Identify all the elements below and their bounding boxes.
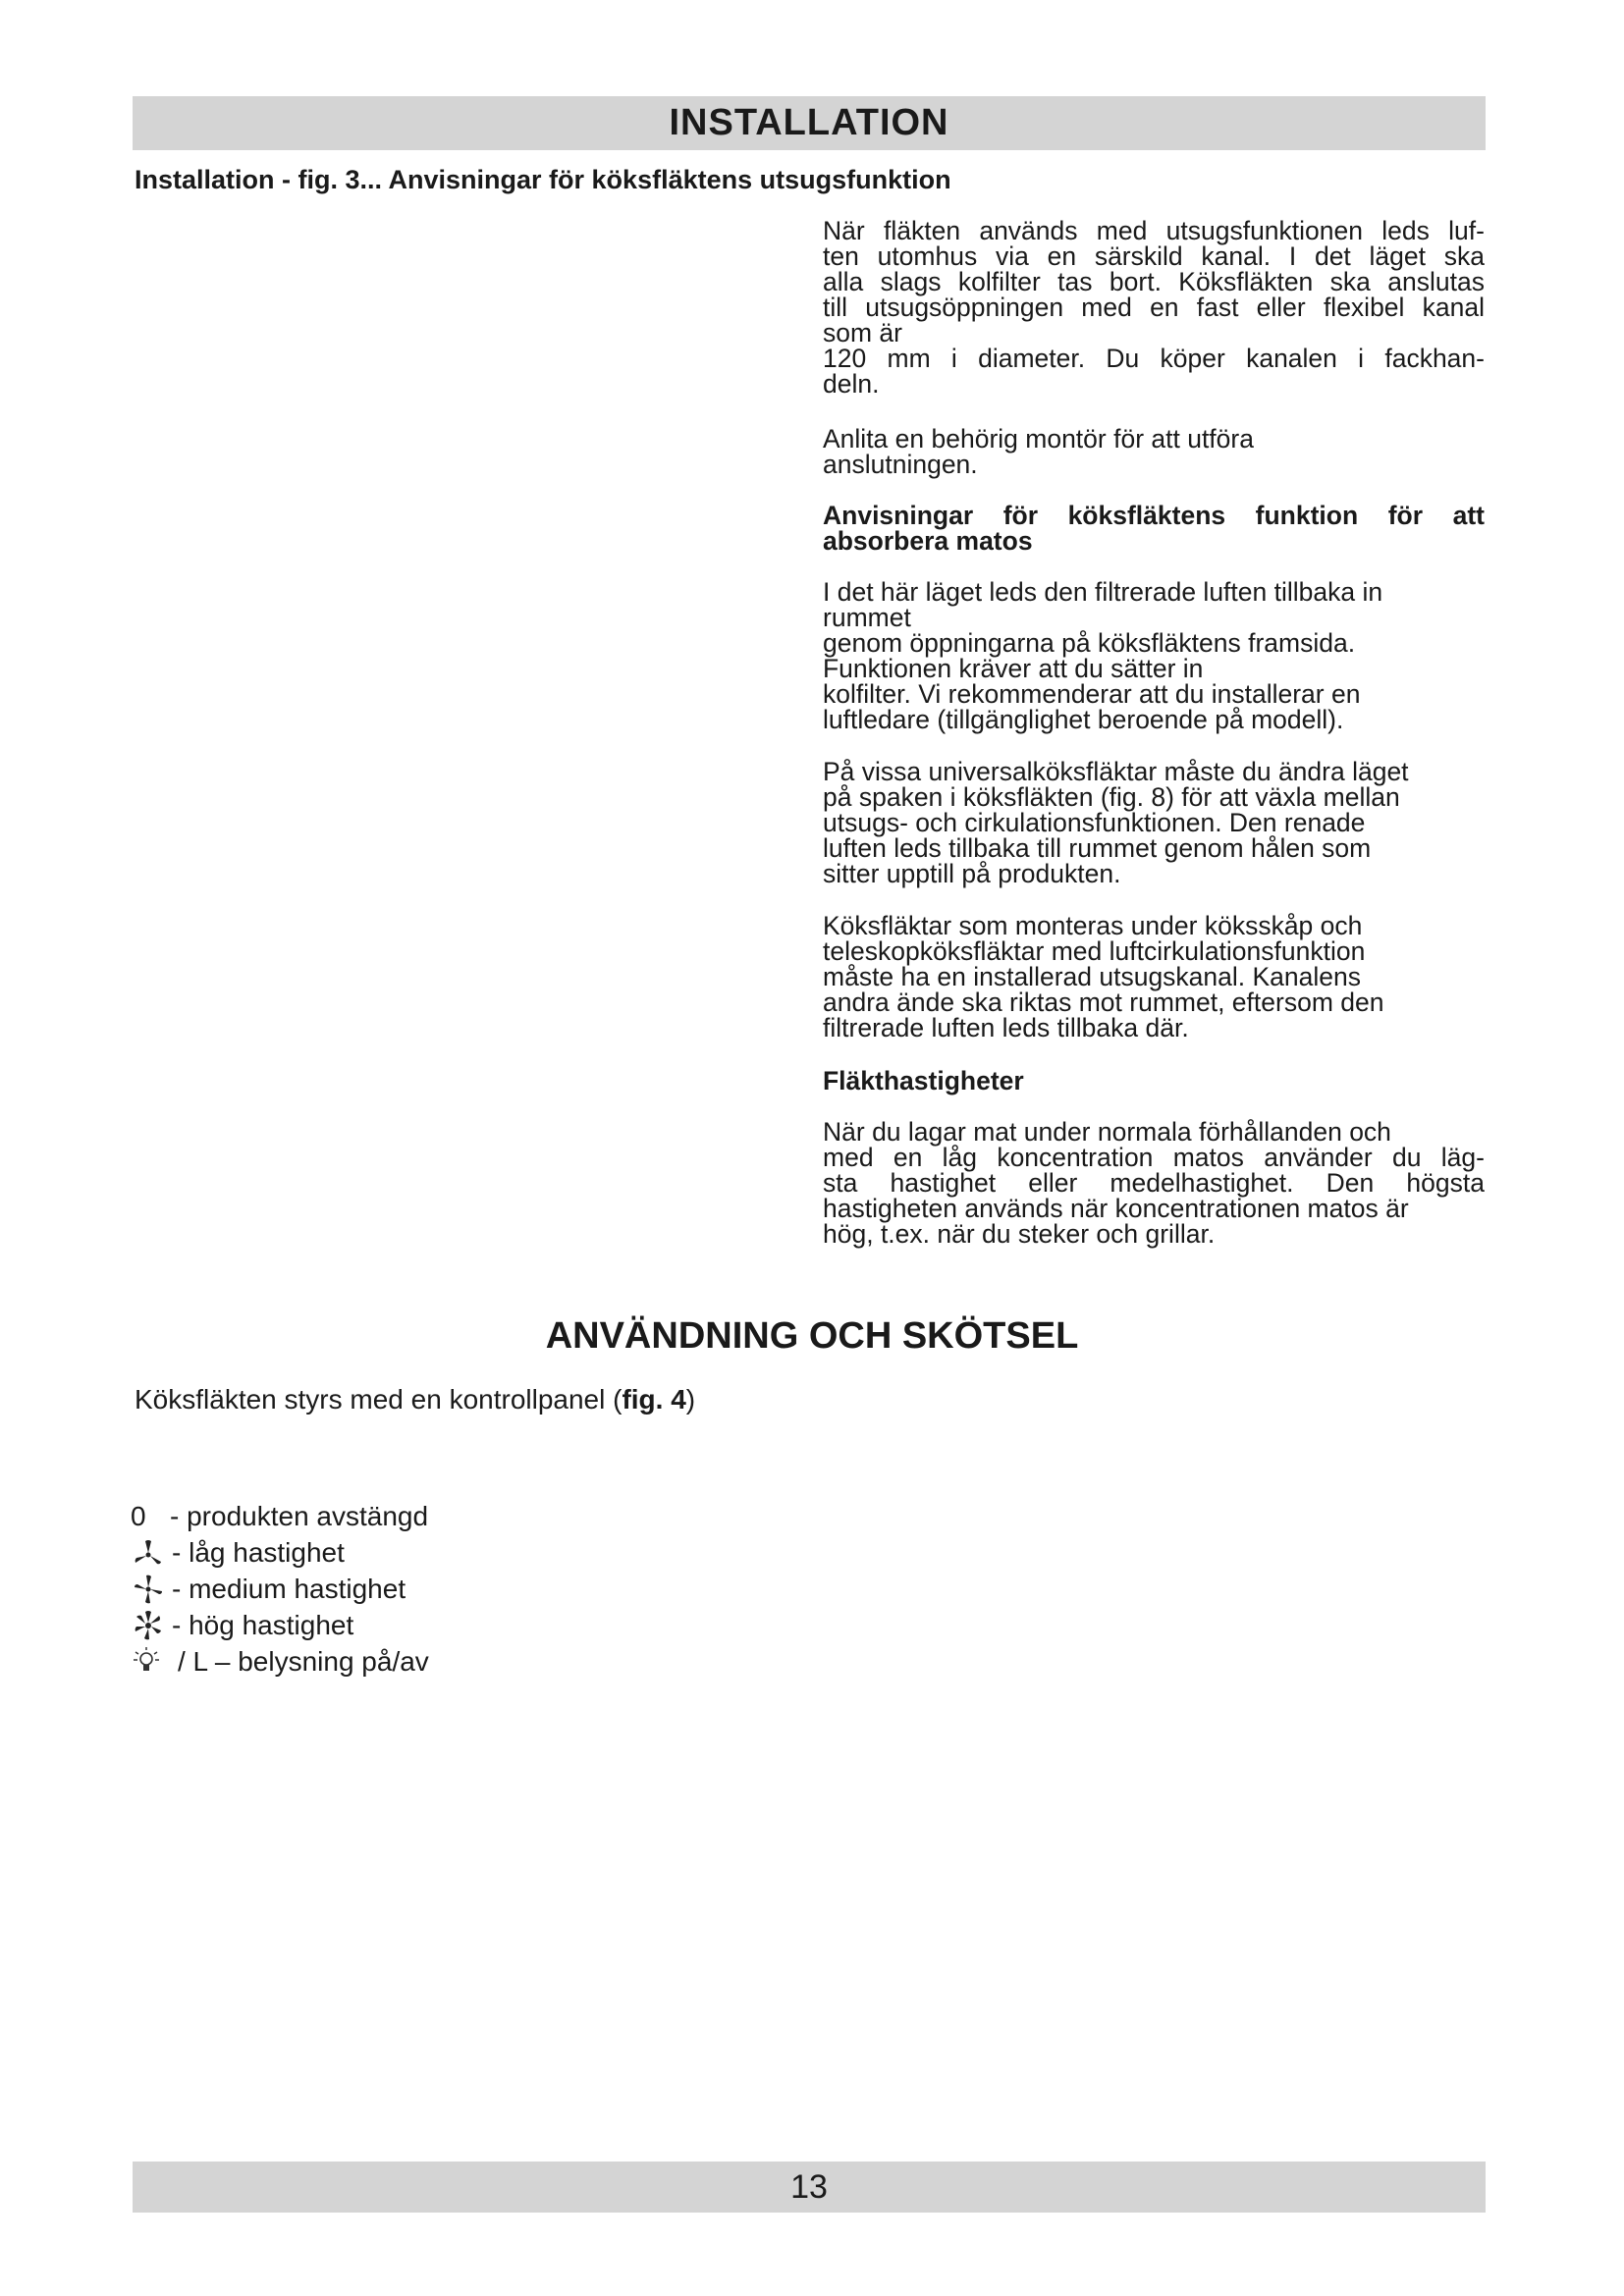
para-exhaust-line: deln. xyxy=(823,369,880,399)
heading-absorb xyxy=(823,503,1485,554)
para-exhaust-line: som är xyxy=(823,318,902,347)
para-installer-line: Anlita en behörig montör för att utföra xyxy=(823,424,1254,454)
legend-item-low xyxy=(131,1534,429,1571)
para-recirculation-line: Funktionen kräver att du sätter in xyxy=(823,654,1204,683)
heading-absorb-line1: Anvisningar för köksfläktens funktion för att xyxy=(823,501,1485,530)
header-banner xyxy=(133,96,1486,150)
para-exhaust-line: alla slags kolfilter tas bort. Köksfläkten ska anslutas xyxy=(823,267,1485,296)
legend-text: - produkten avstängd xyxy=(170,1500,429,1531)
para-lever-line: utsugs- och cirkulationsfunktionen. Den renade xyxy=(823,808,1366,837)
para-speeds-line: sta hastighet eller medelhastighet. Den högsta xyxy=(823,1168,1485,1198)
para-cabinet-line: Köksfläktar som monteras under köksskåp och xyxy=(823,911,1363,940)
control-legend xyxy=(131,1498,429,1680)
para-speeds-line: hög, t.ex. när du steker och grillar. xyxy=(823,1219,1216,1249)
usage-intro xyxy=(135,1384,695,1415)
para-speeds xyxy=(823,1119,1485,1247)
para-installer-line: anslutningen. xyxy=(823,450,978,479)
para-exhaust xyxy=(823,218,1485,397)
para-lever-line: på spaken i köksfläkten (fig. 8) för att växla mellan xyxy=(823,782,1400,812)
para-cabinet-line: andra ände ska riktas mot rummet, eftersom den xyxy=(823,988,1384,1017)
section-title-usage: ANVÄNDNING OCH SKÖTSEL xyxy=(545,1315,1079,1357)
para-lever-line: På vissa universalköksfläktar måste du ändra läget xyxy=(823,757,1409,786)
para-cabinet xyxy=(823,913,1485,1041)
para-speeds-line: med en låg koncentration matos använder du läg- xyxy=(823,1143,1485,1172)
para-lever-line: sitter upptill på produkten. xyxy=(823,859,1121,888)
legend-text: / L – belysning på/av xyxy=(178,1645,429,1677)
page-number: 13 xyxy=(790,2168,828,2206)
usage-intro-end: ) xyxy=(685,1384,696,1415)
usage-intro-fig-ref: fig. 4 xyxy=(622,1384,686,1415)
legend-item-light xyxy=(131,1643,429,1680)
para-lever xyxy=(823,759,1485,886)
para-cabinet-line: teleskopköksfläktar med luftcirkulationsfunktion xyxy=(823,936,1366,966)
legend-item-off xyxy=(131,1498,429,1534)
fan-high-icon xyxy=(131,1609,170,1642)
para-recirculation-line: rummet xyxy=(823,603,911,632)
para-exhaust-line: När fläkten används med utsugsfunktionen leds luf- xyxy=(823,216,1485,245)
legend-item-high xyxy=(131,1607,429,1643)
para-cabinet-line: måste ha en installerad utsugskanal. Kanalens xyxy=(823,962,1362,991)
para-installer xyxy=(823,426,1485,477)
para-recirculation-line: luftledare (tillgänglighet beroende på modell). xyxy=(823,705,1344,734)
para-exhaust-line: till utsugsöppningen med en fast eller flexibel kanal xyxy=(823,293,1485,322)
heading-absorb-line2: absorbera matos xyxy=(823,526,1033,556)
fan-low-icon xyxy=(131,1536,170,1570)
heading-speeds-text: Fläkthastigheter xyxy=(823,1066,1024,1095)
light-bulb-icon xyxy=(131,1645,170,1679)
legend-text: - låg hastighet xyxy=(172,1536,345,1568)
footer-banner xyxy=(133,2162,1486,2213)
para-recirculation-line: kolfilter. Vi rekommenderar att du installerar en xyxy=(823,679,1361,709)
fan-medium-icon xyxy=(131,1573,170,1606)
para-recirculation-line: I det här läget leds den filtrerade luften tillbaka in xyxy=(823,577,1383,607)
heading-speeds xyxy=(823,1068,1485,1094)
para-recirculation xyxy=(823,579,1485,732)
zero-symbol: 0 xyxy=(131,1500,146,1531)
page-title: INSTALLATION xyxy=(669,102,949,143)
para-speeds-line: hastigheten används när koncentrationen matos är xyxy=(823,1194,1409,1223)
para-recirculation-line: genom öppningarna på köksfläktens framsida. xyxy=(823,628,1356,658)
para-speeds-line: När du lagar mat under normala förhållanden och xyxy=(823,1117,1391,1147)
legend-item-medium xyxy=(131,1571,429,1607)
usage-intro-text: Köksfläkten styrs med en kontrollpanel ( xyxy=(135,1384,623,1415)
para-cabinet-line: filtrerade luften leds tillbaka där. xyxy=(823,1013,1189,1042)
legend-text: - medium hastighet xyxy=(172,1573,406,1604)
para-lever-line: luften leds tillbaka till rummet genom hålen som xyxy=(823,833,1372,863)
para-exhaust-line: ten utomhus via en särskild kanal. I det läget ska xyxy=(823,241,1485,271)
para-exhaust-line: 120 mm i diameter. Du köper kanalen i fackhan- xyxy=(823,344,1485,373)
legend-text: - hög hastighet xyxy=(172,1609,354,1640)
installation-subtitle: Installation - fig. 3... Anvisningar för köksfläktens utsugsfunktion xyxy=(135,165,951,194)
